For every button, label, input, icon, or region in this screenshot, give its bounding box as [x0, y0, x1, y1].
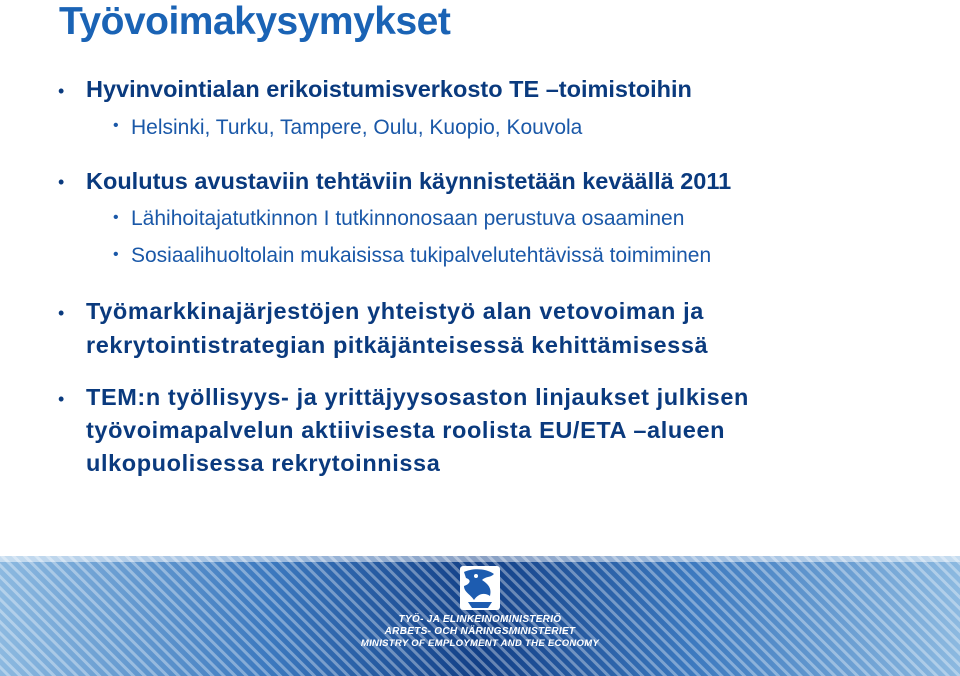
sub-bullet-dot: •	[113, 246, 119, 263]
bullet-2-sub-2: Sosiaalihuoltolain mukaisissa tukipalvelutehtävissä toimiminen	[131, 244, 712, 267]
ministry-name-fi: TYÖ- JA ELINKEINOMINISTERIÖ	[398, 614, 562, 625]
bullet-3-line-2: rekrytointistrategian pitkäjänteisessä kehittämisessä	[86, 332, 709, 358]
bullet-4-line-2: työvoimapalvelun aktiivisesta roolista EU/ETA –alueen	[86, 417, 726, 443]
bullet-dot: •	[58, 389, 65, 409]
bullet-4-line-1: TEM:n työllisyys- ja yrittäjyysosaston linjaukset julkisen	[86, 384, 749, 410]
sub-bullet-dot: •	[113, 117, 119, 134]
bullet-1-sub-1: Helsinki, Turku, Tampere, Oulu, Kuopio, Kouvola	[131, 116, 583, 139]
ministry-name-en: MINISTRY OF EMPLOYMENT AND THE ECONOMY	[360, 638, 600, 649]
lion-emblem-icon	[460, 566, 500, 610]
bullet-dot: •	[58, 172, 65, 192]
slide-title: Työvoimakysymykset	[59, 0, 451, 43]
bullet-1: Hyvinvointialan erikoistumisverkosto TE –toimistoihin	[86, 76, 692, 102]
ministry-name-sv: ARBETS- OCH NÄRINGSMINISTERIET	[384, 626, 576, 637]
bullet-dot: •	[58, 81, 65, 101]
sub-bullet-dot: •	[113, 209, 119, 226]
bullet-4-line-3: ulkopuolisessa rekrytoinnissa	[86, 450, 441, 476]
bullet-2-sub-1: Lähihoitajatutkinnon I tutkinnonosaan perustuva osaaminen	[131, 207, 685, 230]
bullet-2: Koulutus avustaviin tehtäviin käynnistetään keväällä 2011	[86, 168, 732, 194]
bullet-dot: •	[58, 303, 65, 323]
bullet-3-line-1: Työmarkkinajärjestöjen yhteistyö alan vetovoiman ja	[86, 298, 704, 324]
footer-band	[0, 556, 960, 676]
